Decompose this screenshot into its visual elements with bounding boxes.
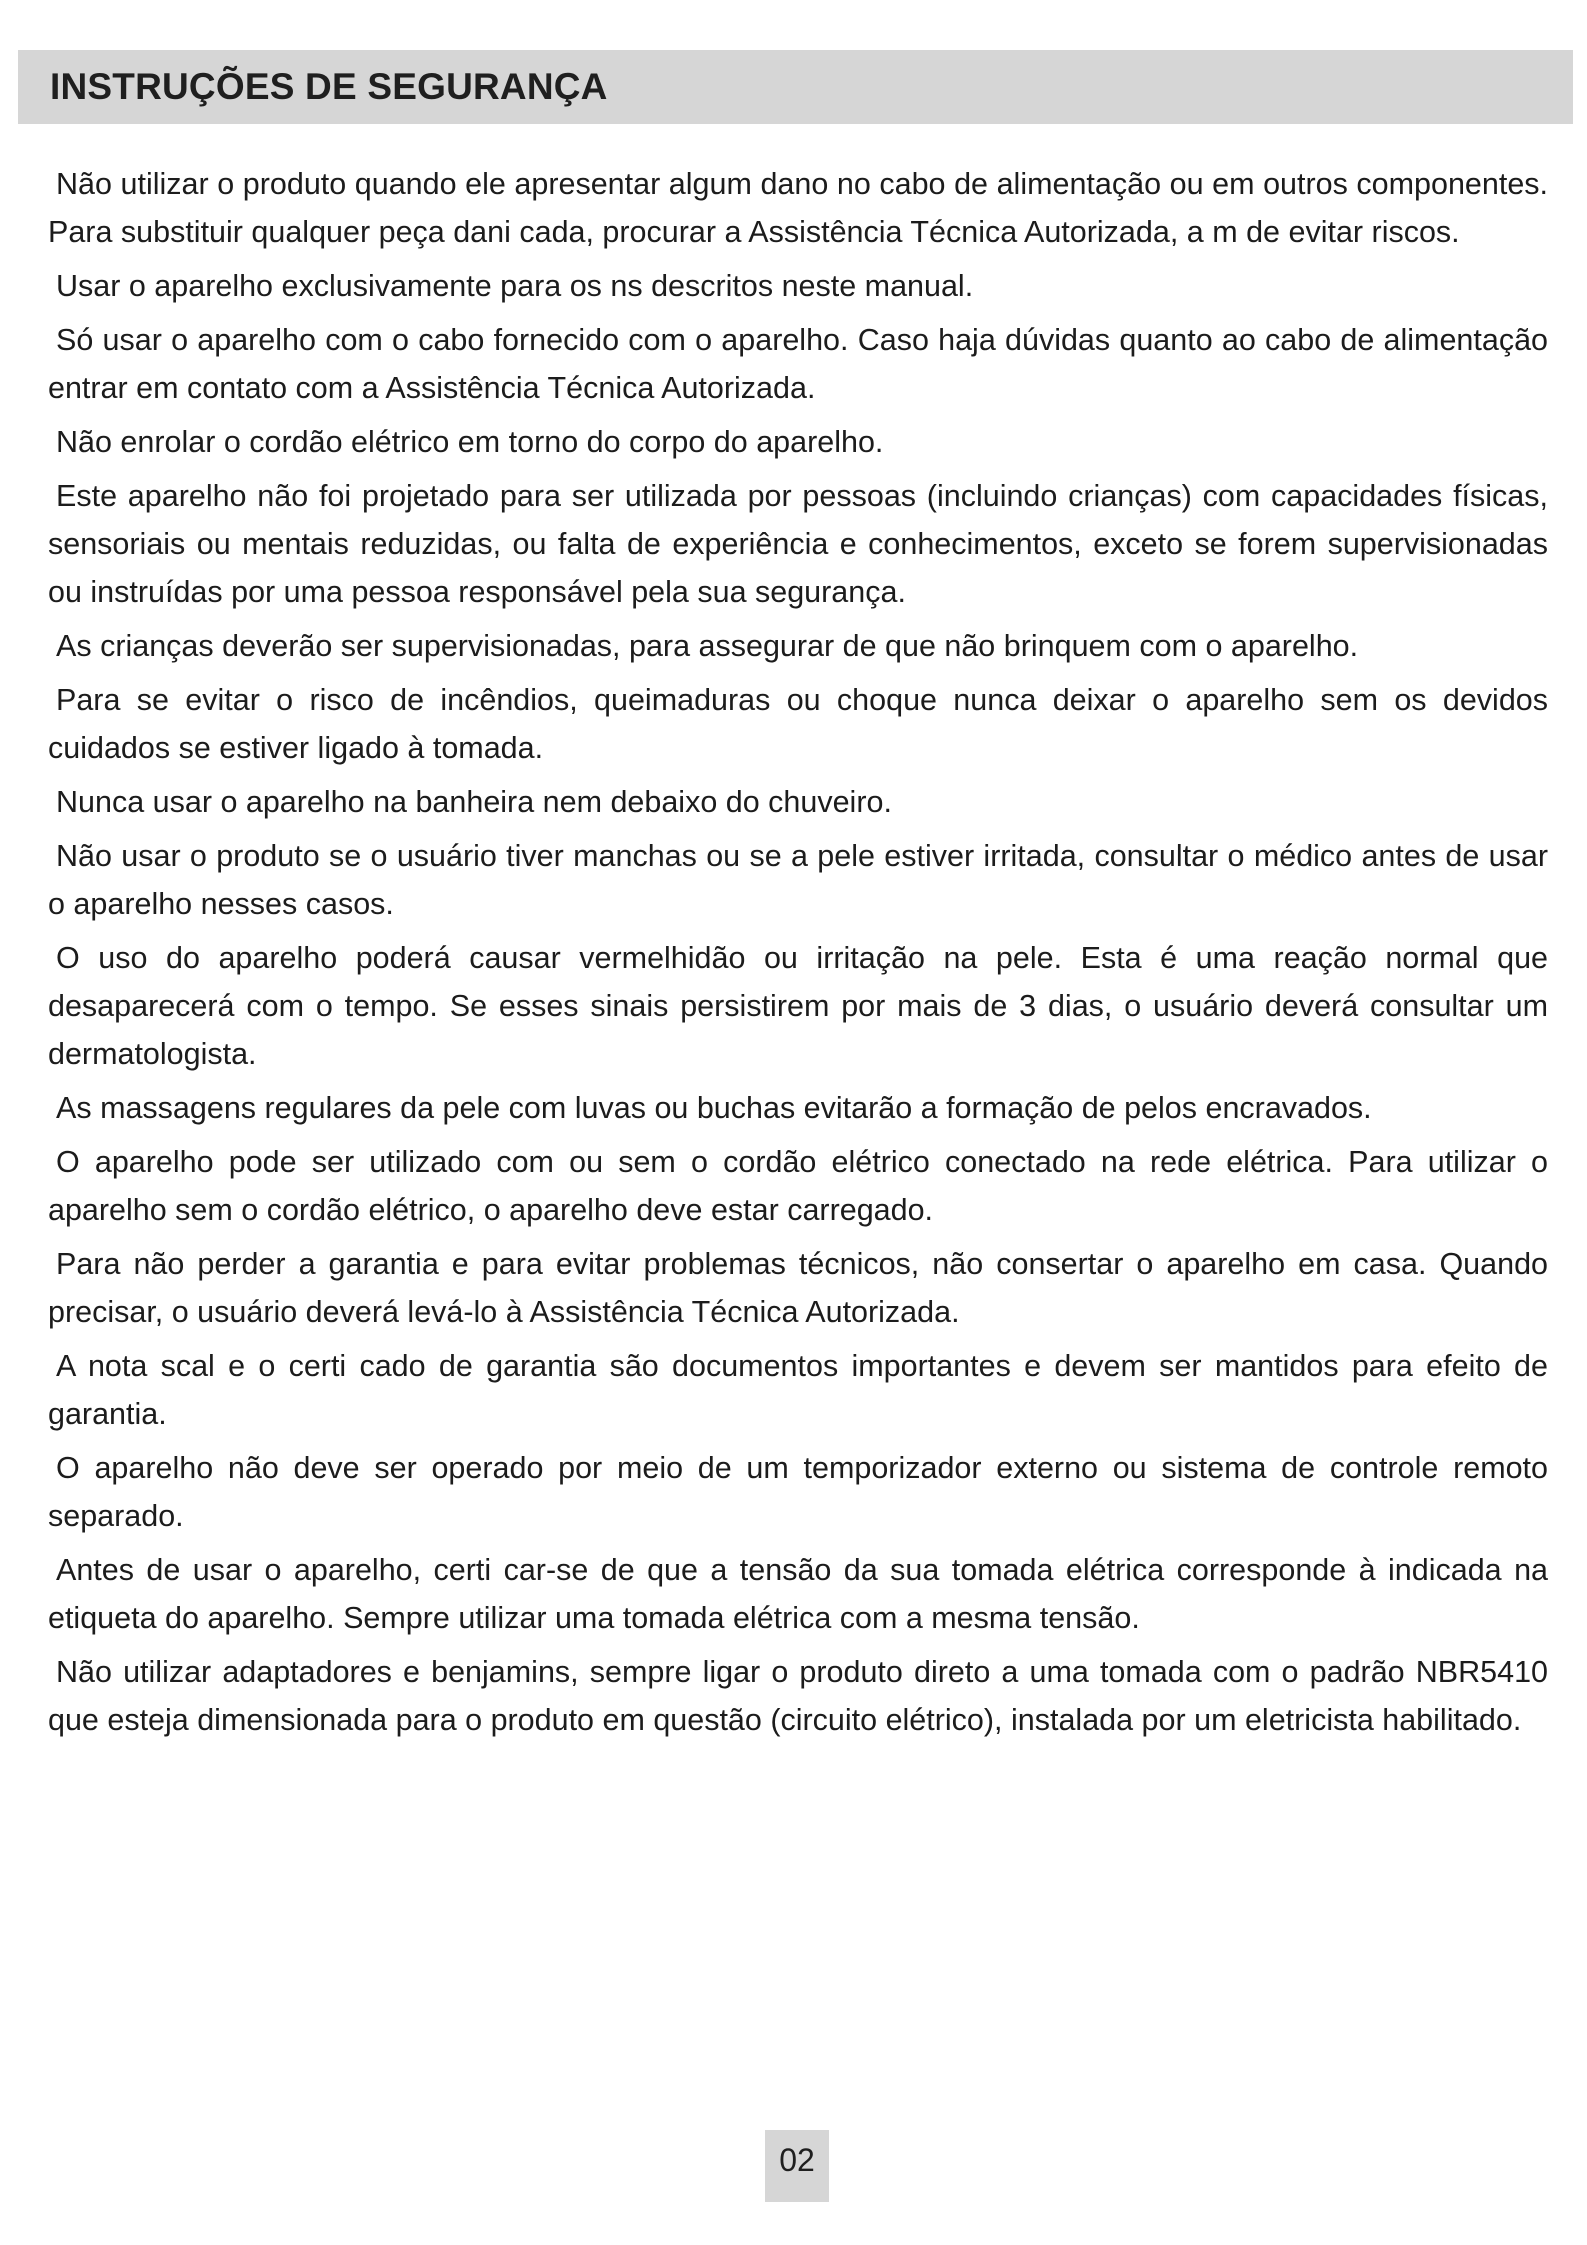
instruction-paragraph: As massagens regulares da pele com luvas ou buchas evitarão a formação de pelos encravados. [56,1091,1372,1125]
instruction-paragraph: As crianças deverão ser supervisionadas, para assegurar de que não brinquem com o aparelho. [56,629,1359,663]
instruction-paragraph: Não enrolar o cordão elétrico em torno do corpo do aparelho. [56,425,884,459]
instruction-paragraph: Este aparelho não foi projetado para ser utilizada por pessoas (incluindo crianças) com capacidades físicas, sensoriais ou mentais reduzidas, ou falta de experiência e conhecimentos, exceto se forem supervisionadas ou instruídas por uma pessoa responsável pela sua segurança. [48,479,1548,609]
instruction-paragraph: Para não perder a garantia e para evitar problemas técnicos, não consertar o aparelho em casa. Quando precisar, o usuário deverá levá-lo à Assistência Técnica Autorizada. [48,1247,1548,1329]
instruction-paragraph: Não utilizar adaptadores e benjamins, sempre ligar o produto direto a uma tomada com o padrão NBR5410 que esteja dimensionada para o produto em questão (circuito elétrico), instalada por um eletricista habilitado. [48,1655,1548,1737]
instruction-paragraph: Nunca usar o aparelho na banheira nem debaixo do chuveiro. [56,785,892,819]
instruction-paragraph: Não utilizar o produto quando ele apresentar algum dano no cabo de alimentação ou em outros componentes. Para substituir qualquer peça dani cada, procurar a Assistência Técnica Autorizada, a m de evitar riscos. [48,167,1548,249]
instruction-paragraph: Não usar o produto se o usuário tiver manchas ou se a pele estiver irritada, consultar o médico antes de usar o aparelho nesses casos. [48,839,1548,921]
instruction-paragraph: Antes de usar o aparelho, certi car-se de que a tensão da sua tomada elétrica corresponde à indicada na etiqueta do aparelho. Sempre utilizar uma tomada elétrica com a mesma tensão. [48,1553,1548,1635]
section-title: INSTRUÇÕES DE SEGURANÇA [50,66,608,107]
instructions-body [48,160,1548,1750]
section-header-bar [18,50,1573,124]
instruction-paragraph: Usar o aparelho exclusivamente para os ns descritos neste manual. [56,269,974,303]
instruction-paragraph: O uso do aparelho poderá causar vermelhidão ou irritação na pele. Esta é uma reação normal que desaparecerá com o tempo. Se esses sinais persistirem por mais de 3 dias, o usuário deverá consultar um dermatologista. [48,941,1548,1071]
instruction-paragraph: O aparelho não deve ser operado por meio de um temporizador externo ou sistema de controle remoto separado. [48,1451,1548,1533]
instruction-paragraph: A nota scal e o certi cado de garantia são documentos importantes e devem ser mantidos para efeito de garantia. [48,1349,1548,1431]
instruction-paragraph: Só usar o aparelho com o cabo fornecido com o aparelho. Caso haja dúvidas quanto ao cabo de alimentação entrar em contato com a Assistência Técnica Autorizada. [48,323,1548,405]
instruction-paragraph: O aparelho pode ser utilizado com ou sem o cordão elétrico conectado na rede elétrica. Para utilizar o aparelho sem o cordão elétrico, o aparelho deve estar carregado. [48,1145,1548,1227]
page-number: 02 [765,2130,829,2202]
instruction-paragraph: Para se evitar o risco de incêndios, queimaduras ou choque nunca deixar o aparelho sem os devidos cuidados se estiver ligado à tomada. [48,683,1548,765]
